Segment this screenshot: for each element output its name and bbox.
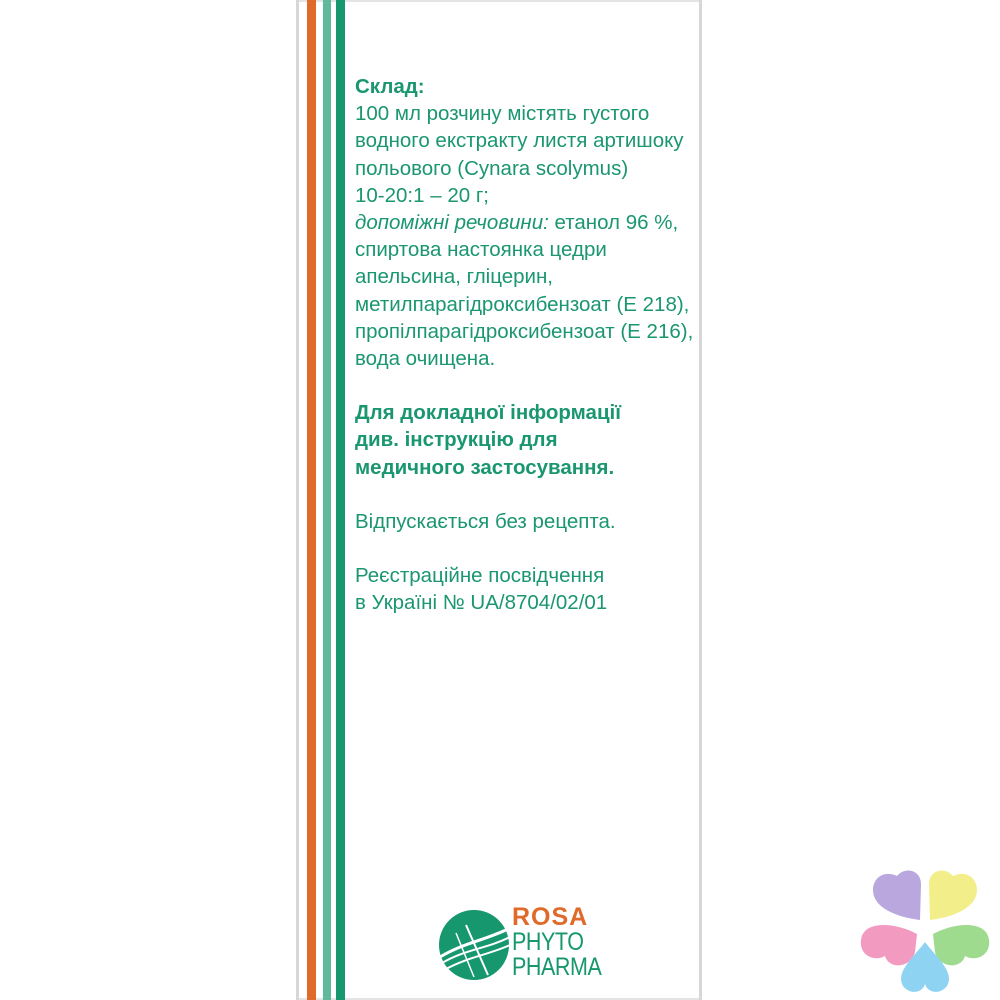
package-text xyxy=(355,73,700,616)
excipients-line: пропілпарагідроксибензоат (Е 216), xyxy=(355,319,694,343)
composition-line: польового (Cynara scolymus) xyxy=(355,156,629,180)
registration-line: Реєстраційне посвідчення xyxy=(355,564,605,588)
excipients-line: спиртова настоянка цедри xyxy=(355,238,607,262)
info-line: Для докладної інформації xyxy=(355,401,622,425)
excipients-label: допоміжні речовини: xyxy=(355,211,549,235)
composition-heading: Склад: xyxy=(355,75,425,98)
excipients-line xyxy=(355,209,700,236)
flower-watermark-icon xyxy=(855,862,995,997)
logo-phyto: PHYTO xyxy=(512,928,584,956)
registration-line: в Україні № UA/8704/02/01 xyxy=(355,591,608,615)
excipients-first: етанол 96 %, xyxy=(548,211,679,235)
panel-edge-left xyxy=(296,0,299,1000)
light-green-stripe xyxy=(323,0,331,1000)
logo-wordmark xyxy=(512,905,616,980)
excipients-line: вода очищена. xyxy=(355,347,496,371)
logo-rosa: ROSA xyxy=(512,903,589,931)
orange-stripe xyxy=(307,0,316,1000)
info-line: див. інструкцію для xyxy=(355,428,558,452)
composition-line: водного екстракту листя артишоку xyxy=(355,129,684,153)
dispense-note: Відпускається без рецепта. xyxy=(355,509,616,533)
excipients-line: апельсина, гліцерин, xyxy=(355,265,554,289)
composition-line: 100 мл розчину містять густого xyxy=(355,102,650,126)
logo-pharma: PHARMA xyxy=(512,953,602,981)
composition-line: 10-20:1 – 20 г; xyxy=(355,183,489,207)
green-stripe xyxy=(336,0,345,1000)
excipients-line: метилпарагідроксибензоат (Е 218), xyxy=(355,292,690,316)
info-line: медичного застосування. xyxy=(355,455,615,479)
